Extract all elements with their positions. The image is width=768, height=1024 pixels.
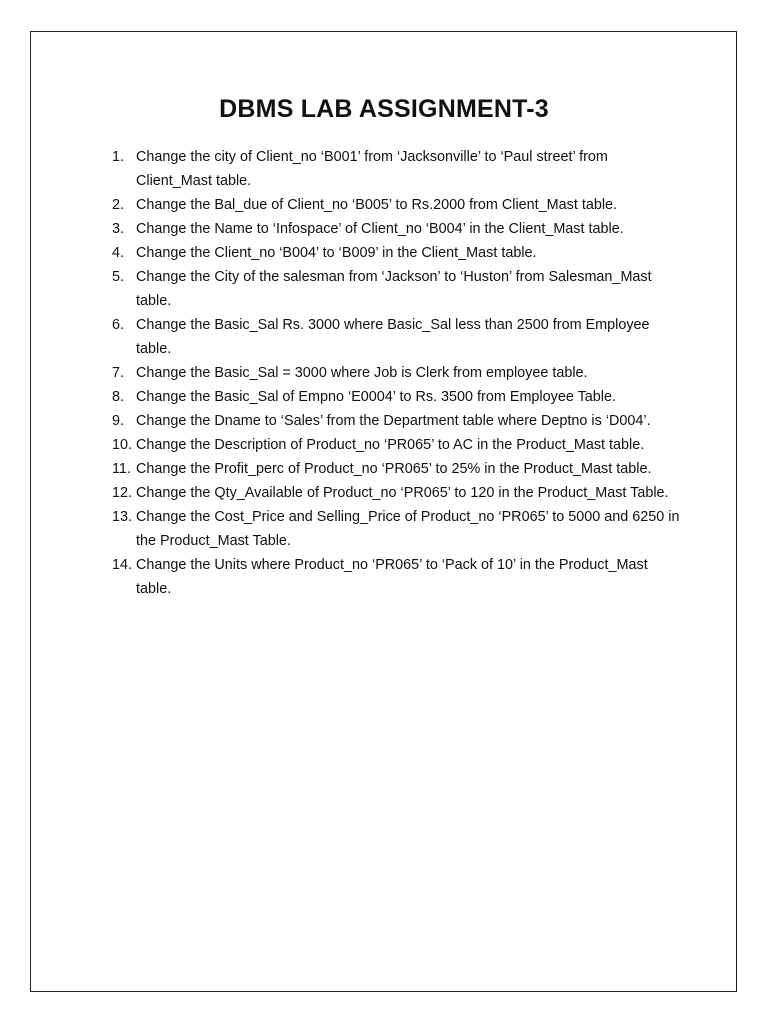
task-item-2: [0, 193, 768, 217]
task-text: Change the Qty_Available of Product_no ‘PR065’ to 120 in the Product_Mast Table.: [136, 485, 669, 501]
task-text: Change the Units where Product_no ‘PR065’ to ‘Pack of 10’ in the Product_Mast table.: [136, 557, 648, 597]
task-number: 7.: [112, 365, 125, 381]
task-number: 1.: [112, 149, 125, 165]
task-item-9: [0, 409, 768, 433]
task-number: 3.: [112, 221, 125, 237]
task-item-6: [0, 313, 768, 361]
task-number: 4.: [112, 245, 125, 261]
task-item-4: [0, 241, 768, 265]
task-item-8: [0, 385, 768, 409]
task-text: Change the Basic_Sal Rs. 3000 where Basic_Sal less than 2500 from Employee table.: [136, 317, 650, 357]
task-number: 9.: [112, 413, 125, 429]
task-number: 11.: [112, 461, 131, 477]
task-item-3: [0, 217, 768, 241]
task-item-5: [0, 265, 768, 313]
task-text: Change the Basic_Sal = 3000 where Job is Clerk from employee table.: [136, 365, 588, 381]
task-number: 14.: [112, 557, 133, 573]
task-text: Change the Client_no ‘B004’ to ‘B009’ in the Client_Mast table.: [136, 245, 537, 261]
task-text: Change the Description of Product_no ‘PR065’ to AC in the Product_Mast table.: [136, 437, 645, 453]
task-number: 8.: [112, 389, 125, 405]
task-number: 5.: [112, 269, 125, 285]
task-text: Change the city of Client_no ‘B001’ from ‘Jacksonville’ to ‘Paul street’ from Client_Mast table.: [136, 149, 608, 189]
task-text: Change the Name to ‘Infospace’ of Client_no ‘B004’ in the Client_Mast table.: [136, 221, 624, 237]
task-item-7: [0, 361, 768, 385]
task-number: 10.: [112, 437, 133, 453]
task-text: Change the Profit_perc of Product_no ‘PR065’ to 25% in the Product_Mast table.: [136, 461, 652, 477]
task-number: 13.: [112, 509, 133, 525]
task-item-1: [0, 145, 768, 193]
task-number: 6.: [112, 317, 125, 333]
task-number: 2.: [112, 197, 125, 213]
task-text: Change the Cost_Price and Selling_Price of Product_no ‘PR065’ to 5000 and 6250 in the Product_Mast Table.: [136, 509, 680, 549]
task-item-12: [0, 481, 768, 505]
task-text: Change the City of the salesman from ‘Jackson’ to ‘Huston’ from Salesman_Mast table.: [136, 269, 652, 309]
task-number: 12.: [112, 485, 133, 501]
task-text: Change the Basic_Sal of Empno ‘E0004’ to Rs. 3500 from Employee Table.: [136, 389, 616, 405]
document-title: DBMS LAB ASSIGNMENT-3: [219, 95, 549, 123]
task-text: Change the Bal_due of Client_no ‘B005’ to Rs.2000 from Client_Mast table.: [136, 197, 618, 213]
task-item-11: [0, 457, 768, 481]
task-text: Change the Dname to ‘Sales’ from the Department table where Deptno is ‘D004’.: [136, 413, 651, 429]
task-list: [0, 145, 768, 601]
task-item-13: [0, 505, 768, 553]
task-item-10: [0, 433, 768, 457]
task-item-14: [0, 553, 768, 601]
